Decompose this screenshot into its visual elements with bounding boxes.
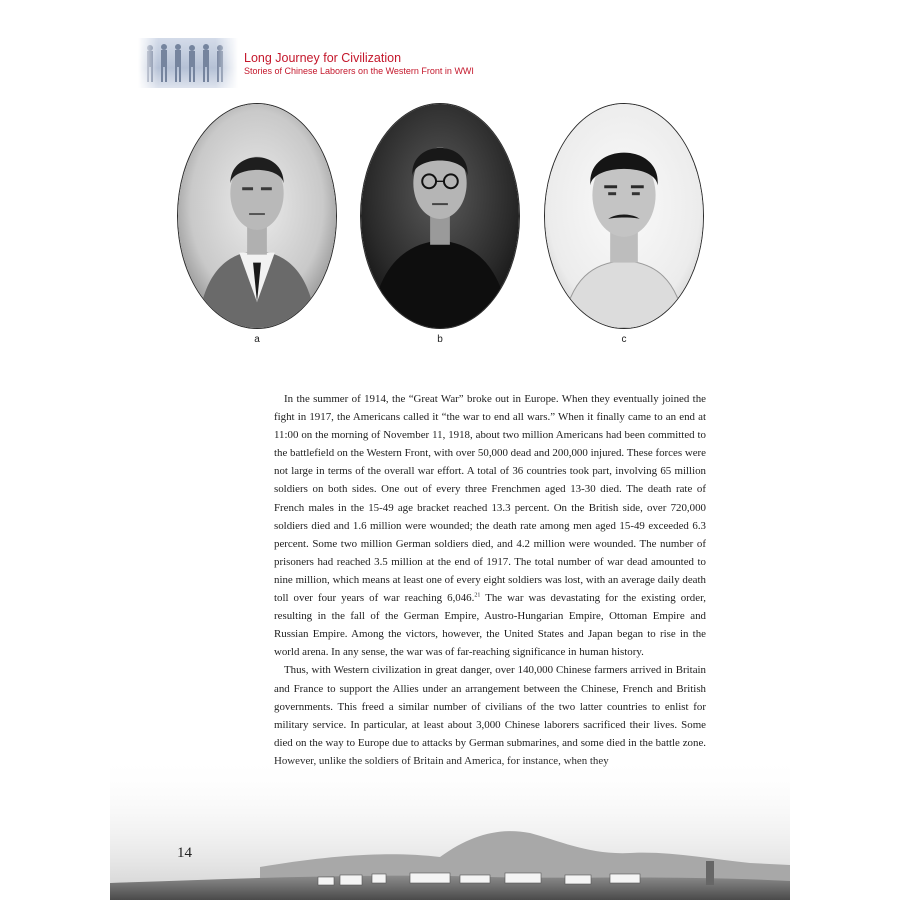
paragraph-1-end: The war was devastating for the existing order, resulting in the fall of the German Empire, Austro-Hungarian Empire, Ottoman Empire and Russian Empire. Among the victors, however, the United States and Japan began to rise in the world arena. In any sense, the war was of far-reaching significance in human history. <box>274 592 706 659</box>
page-number: 14 <box>177 845 192 861</box>
running-header-subtitle: Stories of Chinese Laborers on the Western Front in WWI <box>244 66 474 76</box>
portrait-a <box>177 103 337 329</box>
footnote-reference[interactable]: 21 <box>474 592 481 599</box>
portrait-b <box>360 103 520 329</box>
bottom-landscape-image <box>110 755 790 900</box>
paragraph-2: Thus, with Western civilization in great danger, over 140,000 Chinese farmers arrived in Britain and France to support the Allies under an arrangement between the Chinese, French and British governments. This freed a similar number of civilians of the two latter countries to enlist for military service. In particular, at least about 3,000 Chinese laborers sacrificed their lives. Some died on the way to Europe due to attacks by German submarines, and some died in the battle zone. <box>274 664 706 749</box>
portrait-a-caption: a <box>254 334 260 345</box>
body-text <box>274 390 706 770</box>
header-group-photo <box>138 38 238 88</box>
portrait-c-caption: c <box>621 334 627 345</box>
running-header-title: Long Journey for Civilization <box>244 51 402 65</box>
paragraph-1-start: In the summer of 1914, the “Great War” broke out in Europe. When they eventually joined the fight in 1917, the Americans called it “the war to end all wars.” When it finally came to an end at 11:00 on the morning of November 11, 1918, about two million Americans had been committed to the battlefield on the Western Front, with over 50,000 dead and 200,000 injured. These forces were not large in terms of the overall war effort. A total of 36 countries took part, involving 65 million soldiers on both sides. One out of every three Frenchmen aged 13-30 died. The death rate of French males in the 15-49 age bracket reached 13.3 percent. On the British side, over 720,000 soldiers died and 1.6 million were wounded; the death rate among men aged 15-49 exceeded 6.3 percent. Some two million German soldiers died, and 4.2 million were wounded. The number of prisoners had reached 3.5 million at the end of 1917. The total number of war dead amounted to nine million, which means at least one of every eight soldiers was lost, with an average daily death toll over four years of war reaching 6,046. <box>274 393 706 605</box>
paragraph-1 <box>274 390 706 661</box>
portrait-b-caption: b <box>437 334 443 345</box>
portrait-c <box>544 103 704 329</box>
